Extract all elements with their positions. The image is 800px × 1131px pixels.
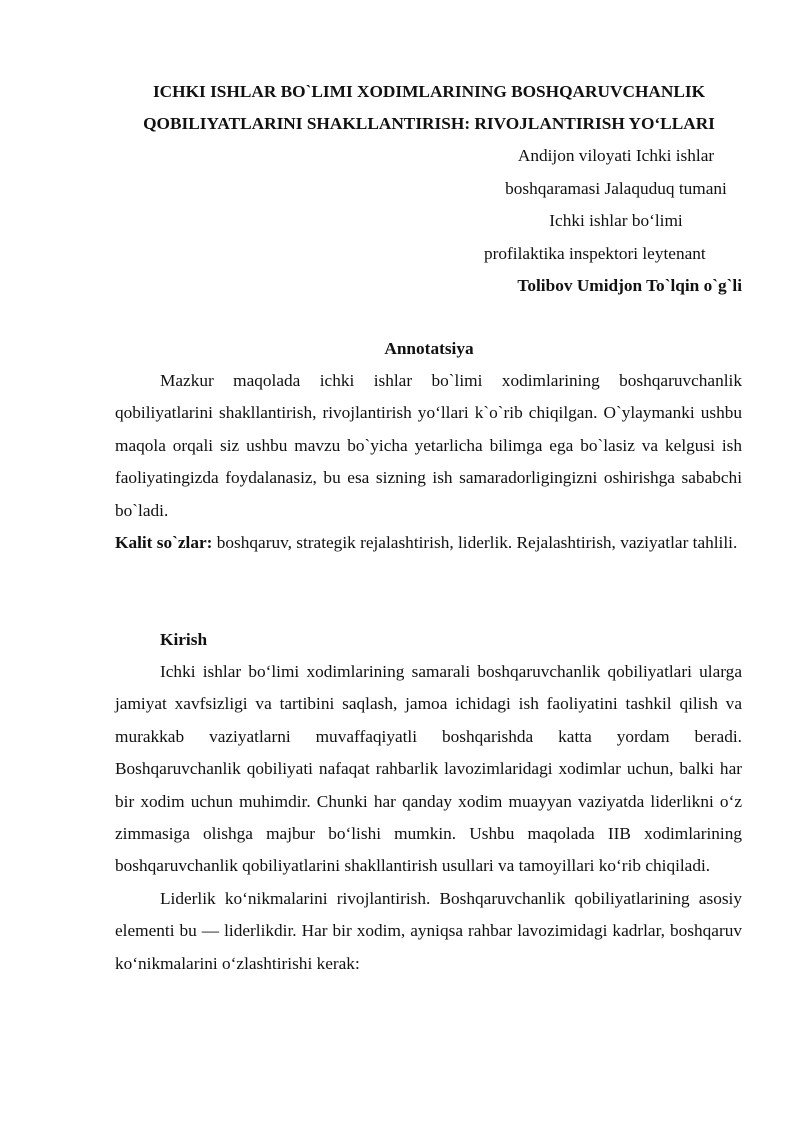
annotation-text: Mazkur maqolada ichki ishlar bo`limi xodimlarining boshqaruvchanlik qobiliyatlarini shakllantirish, rivojlantirish yo‘llari k`o`rib chiqilgan. O`ylaymanki ushbu maqola orqali siz ushbu mavzu bo`yicha yetarlicha bilimga ega bo`lasiz va kelgusi ish faoliyatingizda foydalanasiz, bu esa sizning ish samaradorligingizni oshirishga sababchi bo`ladi. xyxy=(115,371,742,520)
annotation-section xyxy=(115,365,742,527)
author-name: Tolibov Umidjon To`lqin o`g`li xyxy=(517,276,742,295)
keywords-label: Kalit so`zlar: xyxy=(115,533,213,552)
annotation-heading: Annotatsiya xyxy=(384,339,474,358)
introduction-paragraph-1: Ichki ishlar bo‘limi xodimlarining samarali boshqaruvchanlik qobiliyatlari ularga jamiyat xavfsizligi va tartibini saqlash, jamoa ichidagi ish faoliyatini tashkil qilish va murakkab vaziyatlarni muvaffaqiyatli boshqarishda katta yordam beradi. Boshqaruvchanlik qobiliyati nafaqat rahbarlik lavozimlaridagi xodimlar uchun, balki har bir xodim uchun muhimdir. Chunki har qanday xodim muayyan vaziyatda liderlikni o‘z zimmasiga olishga majbur bo‘lishi mumkin. Ushbu maqolada IIB xodimlarining boshqaruvchanlik qobiliyatlarini shakllantirish usullari va tamoyillari ko‘rib chiqiladi. xyxy=(115,662,742,876)
title-line-2: QOBILIYATLARINI SHAKLLANTIRISH: RIVOJLANTIRISH YO‘LLARI xyxy=(143,114,715,133)
author-line-4: profilaktika inspektori leytenant xyxy=(484,243,706,263)
author-line-1: Andijon viloyati Ichki ishlar xyxy=(517,146,715,165)
introduction-heading: Kirish xyxy=(160,630,208,649)
document-title xyxy=(100,76,758,140)
introduction-paragraph-2: Liderlik ko‘nikmalarini rivojlantirish. Boshqaruvchanlik qobiliyatlarining asosiy elementi bu — liderlikdir. Har bir xodim, ayniqsa rahbar lavozimidagi kadrlar, boshqaruv ko‘nikmalarini o‘zlashtirishi kerak: xyxy=(115,888,742,973)
keywords-section xyxy=(115,527,742,559)
keywords-text: boshqaruv, strategik rejalashtirish, liderlik. Rejalashtirish, vaziyatlar tahlili. xyxy=(212,533,738,552)
author-line-2: boshqaramasi Jalaquduq tumani xyxy=(505,178,727,198)
introduction-section xyxy=(115,656,742,980)
author-line-3: Ichki ishlar bo‘limi xyxy=(549,211,683,230)
author-block xyxy=(470,140,742,303)
title-line-1: ICHKI ISHLAR BO`LIMI XODIMLARINING BOSHQARUVCHANLIK xyxy=(152,82,706,101)
